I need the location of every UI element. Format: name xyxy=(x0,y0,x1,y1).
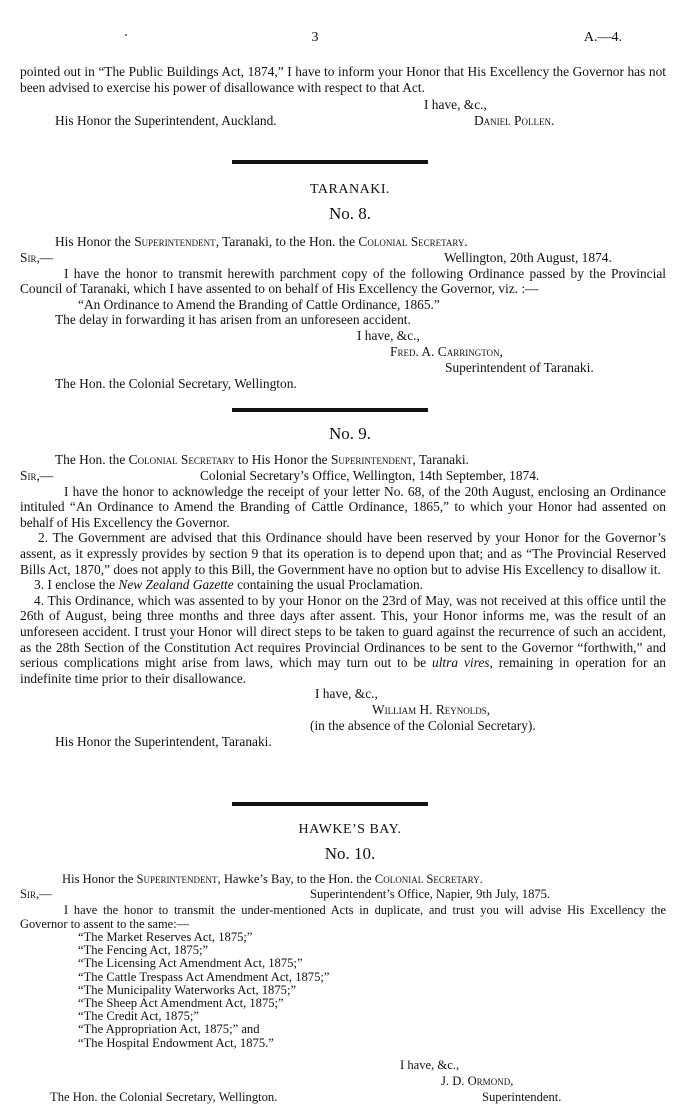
section-divider xyxy=(232,408,428,412)
act-item: “The Market Reserves Act, 1875;” xyxy=(78,930,253,944)
section-divider xyxy=(232,802,428,806)
letter-body-2: The delay in forwarding it has arisen from an unforeseen accident. xyxy=(55,312,411,328)
salutation: Sir,— xyxy=(20,467,54,483)
act-item: “The Sheep Act Amendment Act, 1875;” xyxy=(78,996,284,1011)
signature: Fred. A. Carrington, xyxy=(390,343,503,359)
act-item: “The Fencing Act, 1875;” xyxy=(78,943,209,958)
paragraph-1: I have the honor to acknowledge the receipt of your letter No. 68, of the 20th August, enclosing an Ordinance intituled “An Ordinance to Amend the Branding of Cattle Ordinance, 1865,” to which your Honor had assented on behalf of His Excellency the Governor. xyxy=(20,483,666,530)
place-date: Superintendent’s Office, Napier, 9th July, 1875. xyxy=(310,887,551,901)
addressee: His Honor the Superintendent, Auckland. xyxy=(55,113,277,129)
closing-formula: I have, &c., xyxy=(424,97,487,113)
signature-note: (in the absence of the Colonial Secretary). xyxy=(310,718,536,734)
addressee: His Honor the Superintendent, Taranaki. xyxy=(55,734,272,750)
ordinance-title: “An Ordinance to Amend the Branding of Cattle Ordinance, 1865.” xyxy=(78,296,440,312)
signature: J. D. Ormond, xyxy=(441,1073,514,1088)
letter-9 xyxy=(20,452,666,750)
region-heading-hawkes-bay: HAWKE’S BAY. xyxy=(298,822,402,837)
place-date: Colonial Secretary’s Office, Wellington, 14th September, 1874. xyxy=(200,467,540,483)
document-reference: A.—4. xyxy=(583,30,622,45)
letter-title: His Honor the Superintendent, Taranaki, to the Hon. the Colonial Secretary. xyxy=(55,234,468,249)
place-date: Wellington, 20th August, 1874. xyxy=(444,249,612,265)
addressee: The Hon. the Colonial Secretary, Wellington. xyxy=(50,1089,278,1104)
acts-list xyxy=(78,931,666,1050)
act-item: “The Municipality Waterworks Act, 1875;” xyxy=(78,982,297,997)
letter-number: No. 9. xyxy=(328,424,372,443)
auckland-letter-text: pointed out in “The Public Buildings Act, 1874,” I have to inform your Honor that His Excellency the Governor has not been advised to exercise his power of disallowance with respect to that Act. xyxy=(20,64,666,95)
act-item: “The Licensing Act Amendment Act, 1875;” xyxy=(78,956,303,971)
letter-body: I have the honor to transmit herewith parchment copy of the following Ordinance passed by the Provincial Council of Taranaki, which I have assented to on behalf of His Excellency the Governor, viz. :— xyxy=(20,265,666,297)
act-item: “The Appropriation Act, 1875;” and xyxy=(78,1022,260,1037)
letter-title: The Hon. the Colonial Secretary to His Honor the Superintendent, Taranaki. xyxy=(55,452,469,467)
paragraph-4: 4. This Ordinance, which was assented to by your Honor on the 23rd of May, was not received at this office until the 26th of August, being three months and three days after assent. This, your Honor informs me, was the result of an unforeseen accident. I trust your Honor will direct steps to be taken to guard against the recurrence of such an accident, as the 28th Section of the Constitution Act requires Provincial Ordinances to be sent to the Governor “forthwith,” and serious complications might arise from laws, which may turn out to be ultra vires, remaining in operation for an indefinite time prior to their disallowance. xyxy=(20,592,666,686)
salutation: Sir,— xyxy=(20,887,52,901)
act-item: “The Cattle Trespass Act Amendment Act, 1875;” xyxy=(78,969,330,984)
auckland-letter-close xyxy=(20,64,666,129)
closing-formula: I have, &c., xyxy=(400,1057,460,1072)
act-item: “The Hospital Endowment Act, 1875.” xyxy=(78,1035,274,1050)
paragraph-2: 2. The Government are advised that this Ordinance should have been reserved by your Honor for the Governor’s assent, as it expressly provides by section 9 that its operation is to depend upon that; and as “The Provincial Reserved Bills Act, 1870,” does not apply to this Bill, the Government have no option but to advise His Excellency to disallow it. xyxy=(20,530,666,577)
salutation: Sir,— xyxy=(20,249,54,265)
paragraph-3: 3. I enclose the New Zealand Gazette containing the usual Proclamation. xyxy=(34,577,424,593)
printer-mark xyxy=(125,34,127,36)
act-item: “The Credit Act, 1875;” xyxy=(78,1009,200,1024)
closing-formula: I have, &c., xyxy=(357,327,420,343)
addressee: The Hon. the Colonial Secretary, Wellington. xyxy=(55,375,297,391)
letter-10 xyxy=(20,872,666,1106)
letter-number: No. 8. xyxy=(328,204,372,223)
signature-title: Superintendent. xyxy=(482,1089,562,1104)
closing-formula: I have, &c., xyxy=(315,686,378,702)
signature-title: Superintendent of Taranaki. xyxy=(445,359,594,375)
signature: Daniel Pollen. xyxy=(474,113,555,129)
signature: William H. Reynolds, xyxy=(372,702,491,718)
region-heading-taranaki: TARANAKI. xyxy=(310,182,390,197)
letter-number: No. 10. xyxy=(324,844,376,863)
page-header xyxy=(0,30,700,48)
letter-8 xyxy=(20,234,666,392)
section-divider xyxy=(232,160,428,164)
letter-body: I have the honor to transmit the under-mentioned Acts in duplicate, and trust you will advise His Excellency the Governor to assent to the same:— xyxy=(20,903,666,931)
letter-title: His Honor the Superintendent, Hawke’s Bay, to the Hon. the Colonial Secretary. xyxy=(62,872,483,886)
page-number: 3 xyxy=(311,30,319,45)
